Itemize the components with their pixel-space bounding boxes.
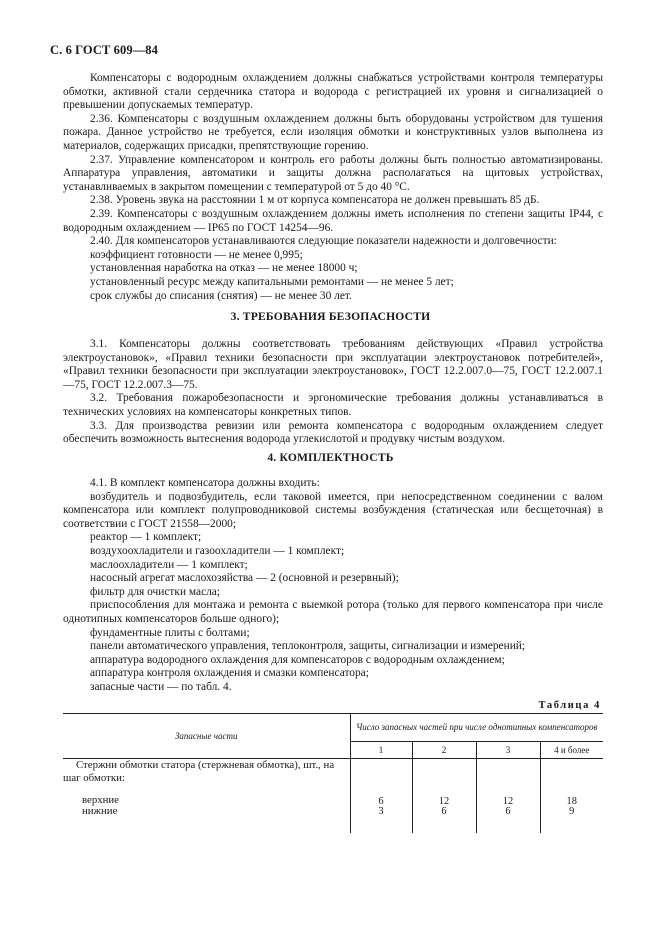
row-label-lower: нижние bbox=[82, 804, 118, 817]
list-item-tools: приспособления для монтажа и ремонта с выемкой ротора (только для первого компенсатора при числе однотипных компенсаторов больше одного); bbox=[63, 599, 603, 625]
paragraph-hydrogen-cooling-control: Компенсаторы с водородным охлаждением должны снабжаться устройствами контроля температуры обмотки, активной стали сердечника статора и водорода с регистрацией их уровня и сигнализацией о превышении допускаемых температур. bbox=[63, 72, 603, 112]
list-item: маслоохладители — 1 комплект; bbox=[90, 558, 248, 571]
table-row bbox=[63, 759, 603, 834]
clause-2-39: 2.39. Компенсаторы с воздушным охлаждением должны иметь исполнения по степени защиты IP44, с водородным охлаждением — IP65 по ГОСТ 14254—96. bbox=[63, 207, 603, 234]
column-header-count: 1 bbox=[350, 742, 412, 759]
list-item: фильтр для очистки масла; bbox=[90, 585, 221, 598]
table-cell-count bbox=[350, 759, 412, 834]
table-cell-count bbox=[540, 759, 603, 834]
section3-body bbox=[63, 338, 603, 447]
cell-lower: 6 bbox=[441, 806, 447, 817]
column-header-parts: Запасные части bbox=[63, 714, 350, 759]
column-header-count: 4 и более bbox=[540, 742, 603, 759]
page-header: С. 6 ГОСТ 609—84 bbox=[50, 43, 159, 57]
cell-upper: 12 bbox=[502, 796, 514, 807]
cell-lower: 3 bbox=[378, 806, 384, 817]
list-item: воздухоохладители и газоохладители — 1 комплект; bbox=[90, 544, 345, 557]
clause-3-2: 3.2. Требования пожаробезопасности и эргономические требования должны устанавливаться в технических условиях на компенсаторы конкретных типов. bbox=[63, 392, 603, 418]
clause-4-1: 4.1. В комплект компенсатора должны входить: bbox=[90, 477, 320, 489]
cell-upper: 18 bbox=[566, 796, 577, 807]
reliability-item: установленная наработка на отказ — не менее 18000 ч; bbox=[90, 262, 358, 275]
reliability-item: срок службы до списания (снятия) — не менее 30 лет. bbox=[90, 289, 352, 302]
list-item: аппаратура водородного охлаждения для компенсаторов с водородным охлаждением; bbox=[90, 653, 505, 666]
list-item: панели автоматического управления, теплоконтроля, защиты, сигнализации и измерений; bbox=[90, 640, 526, 653]
section-3-heading: 3. ТРЕБОВАНИЯ БЕЗОПАСНОСТИ bbox=[230, 310, 431, 323]
column-header-count: 2 bbox=[412, 742, 476, 759]
clause-2-40: 2.40. Для компенсаторов устанавливаются следующие показатели надежности и долговечности: bbox=[90, 235, 557, 248]
table-cell-label bbox=[63, 759, 350, 834]
list-item: насосный агрегат маслохозяйства — 2 (основной и резервный); bbox=[90, 572, 399, 585]
row-title: Стержни обмотки статора (стержневая обмотка), шт., на шаг обмотки: bbox=[63, 759, 335, 784]
table-cell-count bbox=[412, 759, 476, 834]
reliability-item: установленный ресурс между капитальными ремонтами — не менее 5 лет; bbox=[90, 275, 454, 288]
section-4-heading: 4. КОМПЛЕКТНОСТЬ bbox=[267, 451, 394, 464]
spare-parts-table bbox=[63, 713, 603, 833]
clause-2-38: 2.38. Уровень звука на расстоянии 1 м от корпуса компенсатора не должен превышать 85 дБ. bbox=[90, 194, 540, 207]
section4-body bbox=[63, 477, 603, 695]
cell-lower: 6 bbox=[505, 806, 511, 817]
row-label-upper: верхние bbox=[82, 794, 119, 807]
cell-upper: 12 bbox=[438, 796, 450, 807]
table-cell-count bbox=[476, 759, 540, 834]
clause-2-37: 2.37. Управление компенсатором и контроль его работы должны быть полностью автоматизированы. Аппаратура управления, автоматики и защиты должна располагаться на щитовых устройствах, устанавливаемых в закрытом помещении с температурой от 5 до 40 °С. bbox=[63, 153, 603, 193]
list-item: реактор — 1 комплект; bbox=[90, 531, 202, 544]
reliability-item: коэффициент готовности — не менее 0,995; bbox=[90, 248, 303, 261]
column-group-header: Число запасных частей при числе однотипных компенсаторов bbox=[350, 714, 603, 742]
column-header-count: 3 bbox=[476, 742, 540, 759]
list-item: аппаратура контроля охлаждения и смазки компенсатора; bbox=[90, 667, 369, 680]
table-header-row bbox=[63, 714, 603, 742]
cell-upper: 6 bbox=[378, 796, 384, 807]
list-item-exciter: возбудитель и подвозбудитель, если таковой имеется, при непосредственном соединении с валом компенсатора или комплект полупроводниковой системы возбуждения (статическая или бесщеточная) в соответствии с ГОСТ 21558—2000; bbox=[63, 490, 603, 530]
clause-2-36: 2.36. Компенсаторы с воздушным охлаждением должны быть оборудованы устройством для тушения пожара. Данное устройство не требуется, если изоляция обмотки и конструктивных узлов выполнена из материалов, содержащих присадки, препятствующие горению. bbox=[63, 112, 603, 152]
list-item: фундаментные плиты с болтами; bbox=[90, 626, 250, 639]
clause-3-3: 3.3. Для производства ревизии или ремонта компенсатора с водородным охлаждением следует обеспечить возможность вытеснения водорода углекислотой и продувку чистым воздухом. bbox=[63, 419, 603, 446]
clause-3-1: 3.1. Компенсаторы должны соответствовать требованиям действующих «Правил устройства электроустановок», «Правил техники безопасности при эксплуатации электроустановок потребителей», «Правил техники безопасности при эксплуатации электроустановок», ГОСТ 12.2.007.0—75, ГОСТ 12.2.007.1—75, ГОСТ 12.2.007.3—75. bbox=[63, 338, 603, 391]
list-item: запасные части — по табл. 4. bbox=[90, 680, 232, 693]
section2-continuation bbox=[63, 72, 603, 303]
cell-lower: 9 bbox=[569, 806, 575, 817]
table-caption: Таблица 4 bbox=[538, 700, 601, 711]
